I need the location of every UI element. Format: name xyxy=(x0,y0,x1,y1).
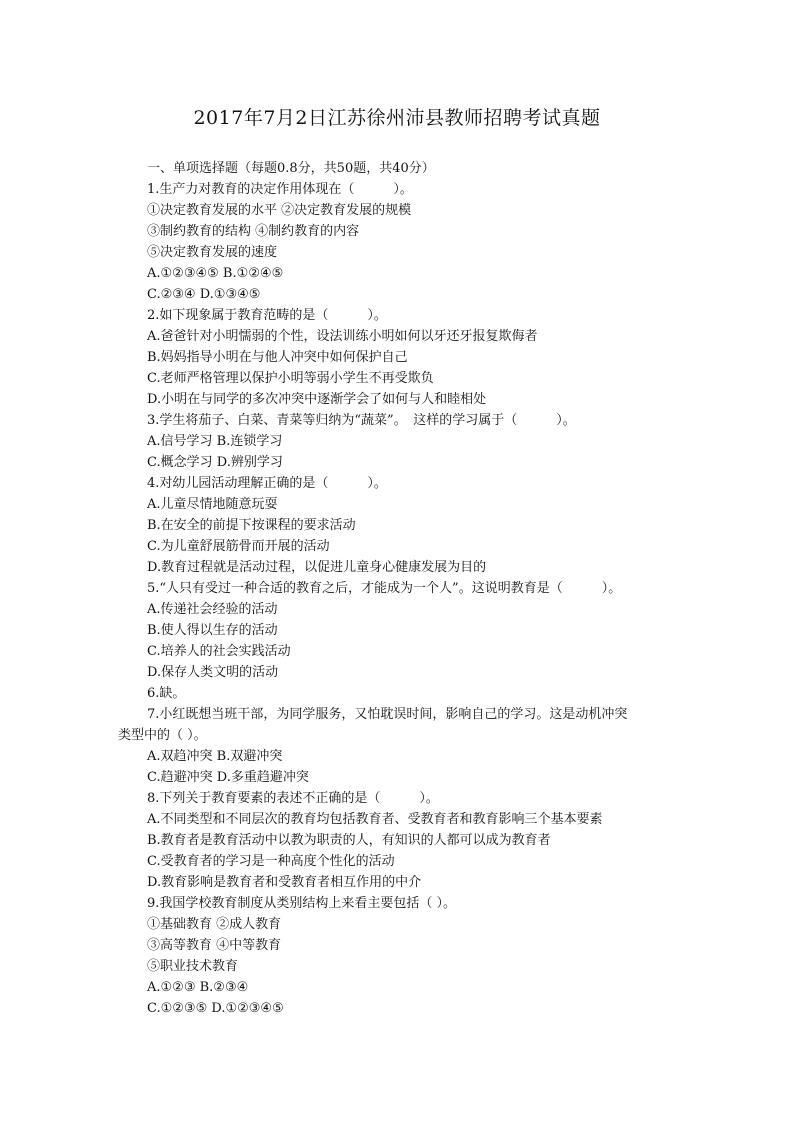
question-1-item-line: ⑤决定教育发展的速度 xyxy=(147,245,278,260)
question-5: 5.“人只有受过一种合适的教育之后，才能成为一个人”。这说明教育是（ ）。 xyxy=(147,581,622,596)
question-9-item-line: ①基础教育 ②成人教育 xyxy=(147,917,282,932)
question-8-option-a: A.不同类型和不同层次的教育均包括教育者、受教育者和教育影响三个基本要素 xyxy=(147,812,603,827)
question-2-option-b: B.妈妈指导小明在与他人冲突中如何保护自己 xyxy=(147,350,408,365)
question-3-options: C.概念学习 D.辨别学习 xyxy=(147,455,283,470)
question-2-option-d: D.小明在与同学的多次冲突中逐渐学会了如何与人和睦相处 xyxy=(147,392,487,407)
question-7: 7.小红既想当班干部，为同学服务，又怕耽误时间，影响自己的学习。这是动机冲突 xyxy=(147,707,628,722)
question-6: 6.缺。 xyxy=(147,686,186,701)
question-8: 8.下列关于教育要素的表述不正确的是（ ）。 xyxy=(147,791,439,806)
question-4-option-b: B.在安全的前提下按课程的要求活动 xyxy=(147,518,356,533)
question-3-options: A.信号学习 B.连锁学习 xyxy=(147,434,283,449)
question-9-options: A.①②③ B.②③④ xyxy=(147,980,249,995)
question-2-option-c: C.老师严格管理以保护小明等弱小学生不再受欺负 xyxy=(147,371,434,386)
question-4-option-c: C.为儿童舒展筋骨而开展的活动 xyxy=(147,539,330,554)
question-1-options: A.①②③④⑤ B.①②④⑤ xyxy=(147,266,284,281)
question-5-option-b: B.使人得以生存的活动 xyxy=(147,623,278,638)
question-2: 2.如下现象属于教育范畴的是（ ）。 xyxy=(147,308,387,323)
question-8-option-b: B.教育者是教育活动中以教为职责的人，有知识的人都可以成为教育者 xyxy=(147,833,551,848)
question-5-option-d: D.保存人类文明的活动 xyxy=(147,665,279,680)
question-8-option-d: D.教育影响是教育者和受教育者相互作用的中介 xyxy=(147,875,422,890)
document-title: 2017年7月2日江苏徐州沛县教师招聘考试真题 xyxy=(193,107,601,129)
question-7-options: C.趋避冲突 D.多重趋避冲突 xyxy=(147,770,309,785)
question-7-continued: 类型中的（ ）。 xyxy=(118,728,207,743)
question-9-item-line: ⑤职业技术教育 xyxy=(147,959,239,974)
question-5-option-c: C.培养人的社会实践活动 xyxy=(147,644,291,659)
question-8-option-c: C.受教育者的学习是一种高度个性化的活动 xyxy=(147,854,395,869)
section-heading: 一、单项选择题（每题0.8分，共50题，共40分） xyxy=(147,161,435,176)
question-4-option-d: D.教育过程就是活动过程，以促进儿童身心健康发展为目的 xyxy=(147,560,487,575)
question-9-options: C.①②③⑤ D.①②③④⑤ xyxy=(147,1001,284,1016)
question-4: 4.对幼儿园活动理解正确的是（ ）。 xyxy=(147,476,387,491)
question-2-option-a: A.爸爸针对小明懦弱的个性，设法训练小明如何以牙还牙报复欺侮者 xyxy=(147,329,538,344)
question-4-option-a: A.儿童尽情地随意玩耍 xyxy=(147,497,278,512)
question-1-options: C.②③④ D.①③④⑤ xyxy=(147,287,261,302)
question-9-item-line: ③高等教育 ④中等教育 xyxy=(147,938,282,953)
question-9: 9.我国学校教育制度从类别结构上来看主要包括（ ）。 xyxy=(147,896,457,911)
question-5-option-a: A.传递社会经验的活动 xyxy=(147,602,278,617)
question-1-item-line: ③制约教育的结构 ④制约教育的内容 xyxy=(147,224,360,239)
question-1: 1.生产力对教育的决定作用体现在（ ）。 xyxy=(147,182,413,197)
document-body xyxy=(118,158,678,1019)
question-1-item-line: ①决定教育发展的水平 ②决定教育发展的规模 xyxy=(147,203,412,218)
question-3: 3.学生将茄子、白菜、青菜等归纳为“蔬菜”。 这样的学习属于（ ）。 xyxy=(147,413,576,428)
question-7-options: A.双趋冲突 B.双避冲突 xyxy=(147,749,283,764)
